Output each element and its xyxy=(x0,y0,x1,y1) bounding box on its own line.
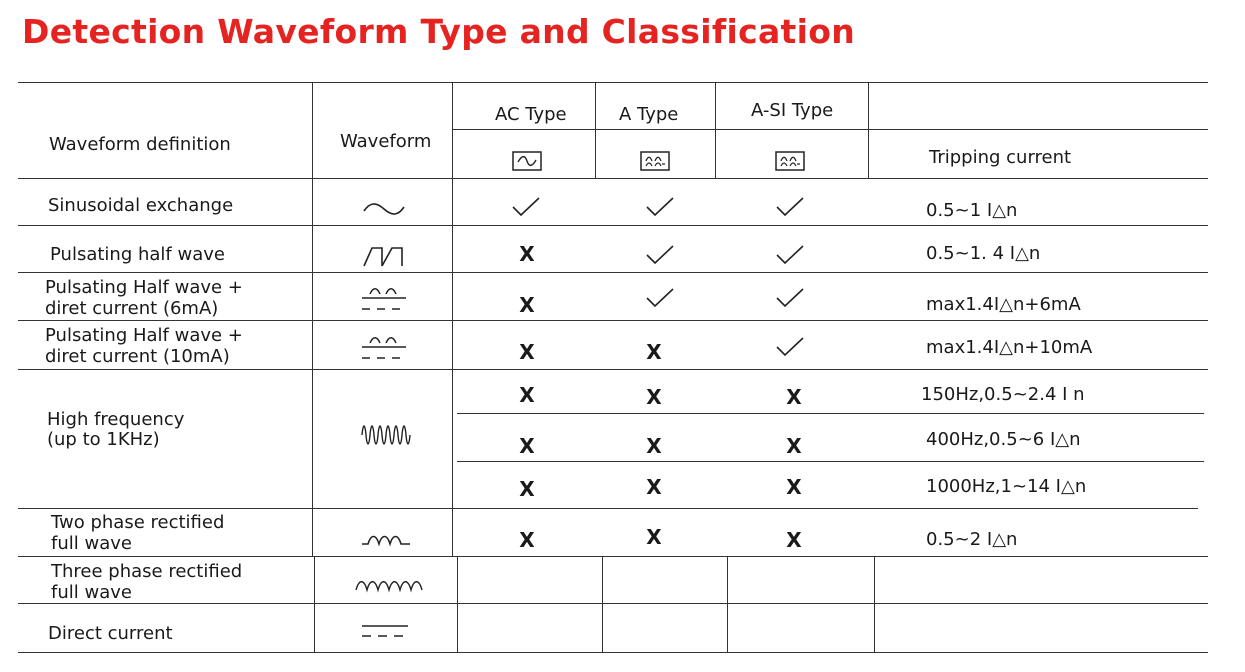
tripping-current: 400Hz,0.5~6 I△n xyxy=(926,429,1081,450)
cross-mark: X xyxy=(786,475,802,499)
table-top-border xyxy=(18,82,1208,83)
check-icon xyxy=(645,196,675,218)
cross-mark: X xyxy=(519,477,535,501)
waveform-definition: Pulsating half wave xyxy=(50,244,225,265)
waveform-definition-line2: (up to 1KHz) xyxy=(47,429,160,450)
half-wave-dc-icon xyxy=(360,333,408,361)
two-phase-rectified-icon xyxy=(360,530,412,548)
header-bottom-border xyxy=(18,178,1208,179)
col-divider xyxy=(715,83,716,178)
cross-mark: X xyxy=(646,340,662,364)
col-divider xyxy=(874,556,875,652)
cross-mark: X xyxy=(519,528,535,552)
header-tripping-current: Tripping current xyxy=(929,147,1072,168)
direct-current-icon xyxy=(360,622,410,640)
col-divider xyxy=(727,556,728,652)
header-waveform: Waveform xyxy=(340,131,432,152)
cross-mark: X xyxy=(786,385,802,409)
tripping-current: max1.4I△n+10mA xyxy=(926,337,1093,358)
check-icon xyxy=(775,287,805,309)
cross-mark: X xyxy=(519,293,535,317)
col-divider xyxy=(314,556,315,652)
header-ac-type: AC Type xyxy=(495,104,567,125)
col-divider xyxy=(868,83,869,178)
waveform-definition-line1: Three phase rectified xyxy=(51,561,243,582)
header-a-type: A Type xyxy=(619,104,679,125)
pulsating-box-icon xyxy=(640,151,670,171)
waveform-definition-line2: diret current (10mA) xyxy=(45,346,230,367)
waveform-definition-line1: Pulsating Half wave + xyxy=(45,325,243,346)
check-icon xyxy=(775,244,805,266)
cross-mark: X xyxy=(786,528,802,552)
waveform-definition-line2: full wave xyxy=(51,533,132,554)
col-divider xyxy=(312,83,313,556)
page-title: Detection Waveform Type and Classification xyxy=(22,12,856,51)
col-divider xyxy=(602,556,603,652)
check-icon xyxy=(645,287,675,309)
sub-row-divider xyxy=(457,413,1204,414)
waveform-definition-line1: Two phase rectified xyxy=(51,512,225,533)
row-divider xyxy=(18,320,1208,321)
waveform-definition-line2: full wave xyxy=(51,582,132,603)
col-divider xyxy=(595,83,596,178)
waveform-definition: Sinusoidal exchange xyxy=(48,195,234,216)
cross-mark: X xyxy=(519,340,535,364)
check-icon xyxy=(775,196,805,218)
row-divider xyxy=(18,369,1208,370)
sine-wave-icon xyxy=(362,200,406,218)
tripping-current: max1.4I△n+6mA xyxy=(926,294,1081,315)
check-icon xyxy=(775,336,805,358)
pulsating-half-wave-icon xyxy=(362,244,406,268)
row-divider xyxy=(18,603,1208,604)
tripping-current: 1000Hz,1~14 I△n xyxy=(926,476,1087,497)
sine-box-icon xyxy=(512,151,542,171)
tripping-current: 0.5~1 I△n xyxy=(926,200,1018,221)
cross-mark: X xyxy=(646,434,662,458)
cross-mark: X xyxy=(646,475,662,499)
check-icon xyxy=(645,244,675,266)
row-divider xyxy=(18,556,1208,557)
header-divider xyxy=(452,129,1208,130)
waveform-definition-line1: High frequency xyxy=(47,409,185,430)
tripping-current: 150Hz,0.5~2.4 I n xyxy=(921,384,1085,405)
tripping-current: 0.5~1. 4 I△n xyxy=(926,243,1041,264)
row-divider xyxy=(18,225,1208,226)
row-divider xyxy=(18,508,1198,509)
half-wave-dc-icon xyxy=(360,284,408,312)
waveform-definition-line1: Pulsating Half wave + xyxy=(45,277,243,298)
tripping-current: 0.5~2 I△n xyxy=(926,529,1018,550)
cross-mark: X xyxy=(519,383,535,407)
cross-mark: X xyxy=(786,434,802,458)
three-phase-rectified-icon xyxy=(354,574,424,594)
header-waveform-definition: Waveform definition xyxy=(49,134,231,155)
pulsating-box-icon xyxy=(775,151,805,171)
row-divider xyxy=(18,272,1208,273)
table-bottom-border xyxy=(18,652,1208,653)
cross-mark: X xyxy=(646,525,662,549)
cross-mark: X xyxy=(646,385,662,409)
cross-mark: X xyxy=(519,434,535,458)
col-divider xyxy=(457,556,458,652)
cross-mark: X xyxy=(519,242,535,266)
col-divider xyxy=(452,83,453,556)
check-icon xyxy=(511,196,541,218)
sub-row-divider xyxy=(457,461,1204,462)
waveform-definition-line2: diret current (6mA) xyxy=(45,298,219,319)
header-a-si-type: A-SI Type xyxy=(751,100,834,121)
waveform-definition: Direct current xyxy=(48,623,173,644)
high-frequency-icon xyxy=(360,420,414,450)
